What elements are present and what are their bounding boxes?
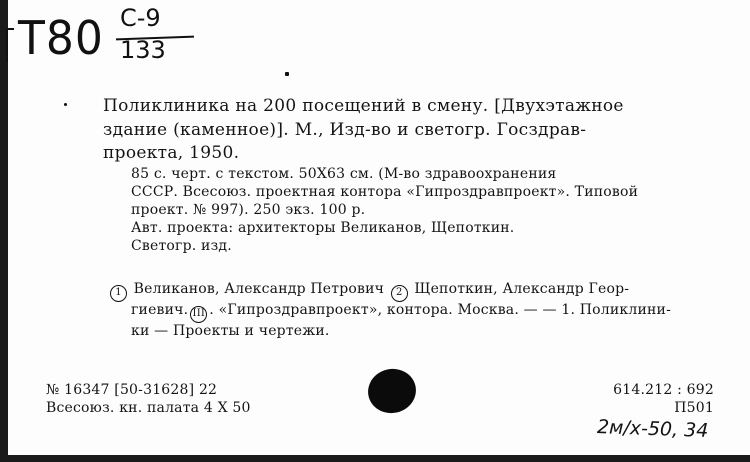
tracing-entry-2: Щепоткин, Александр Геор- bbox=[414, 281, 630, 297]
title-line-3: проекта, 1950. bbox=[103, 143, 240, 163]
handwritten-note: 2м/х-50, 34 bbox=[596, 416, 709, 442]
description-line-5: Светогр. изд. bbox=[131, 238, 232, 254]
card-bottom-edge bbox=[0, 455, 750, 462]
dot-mark bbox=[64, 103, 67, 106]
title-line-1: Поликлиника на 200 посещений в смену. [Двухэтажное bbox=[103, 96, 624, 116]
tracing-marker-3: III bbox=[190, 306, 207, 323]
footer-code: П501 bbox=[674, 400, 714, 416]
footer-number: № 16347 [50-31628] 22 bbox=[46, 382, 218, 398]
classmark-bracket bbox=[6, 28, 14, 62]
footer-udc: 614.212 : 692 bbox=[613, 382, 714, 398]
tracing-entry-1: Великанов, Александр Петрович bbox=[133, 281, 385, 297]
tracing-line-2 bbox=[131, 302, 671, 323]
footer-chamber: Всесоюз. кн. палата 4 X 50 bbox=[46, 400, 251, 416]
tracing-line-1 bbox=[108, 281, 629, 302]
classmark-fraction-bottom: 133 bbox=[120, 36, 166, 64]
classmark-main: T80 bbox=[18, 12, 104, 66]
tracing-marker-1: 1 bbox=[110, 285, 127, 302]
tracing-entry-3: . «Гипроздравпроект», контора. Москва. — — 1. Поликлини- bbox=[209, 302, 671, 318]
title-line-2: здание (каменное)]. М., Изд-во и светогр. Госздрав- bbox=[103, 120, 587, 140]
pencil-mark bbox=[285, 72, 289, 76]
classmark-fraction-top: С-9 bbox=[120, 4, 161, 32]
punch-hole bbox=[364, 364, 420, 417]
card-left-edge bbox=[0, 0, 8, 462]
description-line-4: Авт. проекта: архитекторы Великанов, Щепоткин. bbox=[131, 220, 515, 236]
tracing-entry-2-cont: гиевич. bbox=[131, 302, 189, 318]
tracing-marker-2: 2 bbox=[391, 285, 408, 302]
description-line-2: СССР. Всесоюз. проектная контора «Гипроздравпроект». Типовой bbox=[131, 184, 639, 200]
tracing-line-3: ки — Проекты и чертежи. bbox=[131, 323, 330, 339]
description-line-1: 85 с. черт. с текстом. 50Х63 см. (М-во здравоохранения bbox=[131, 166, 557, 182]
description-line-3: проект. № 997). 250 экз. 100 р. bbox=[131, 202, 366, 218]
